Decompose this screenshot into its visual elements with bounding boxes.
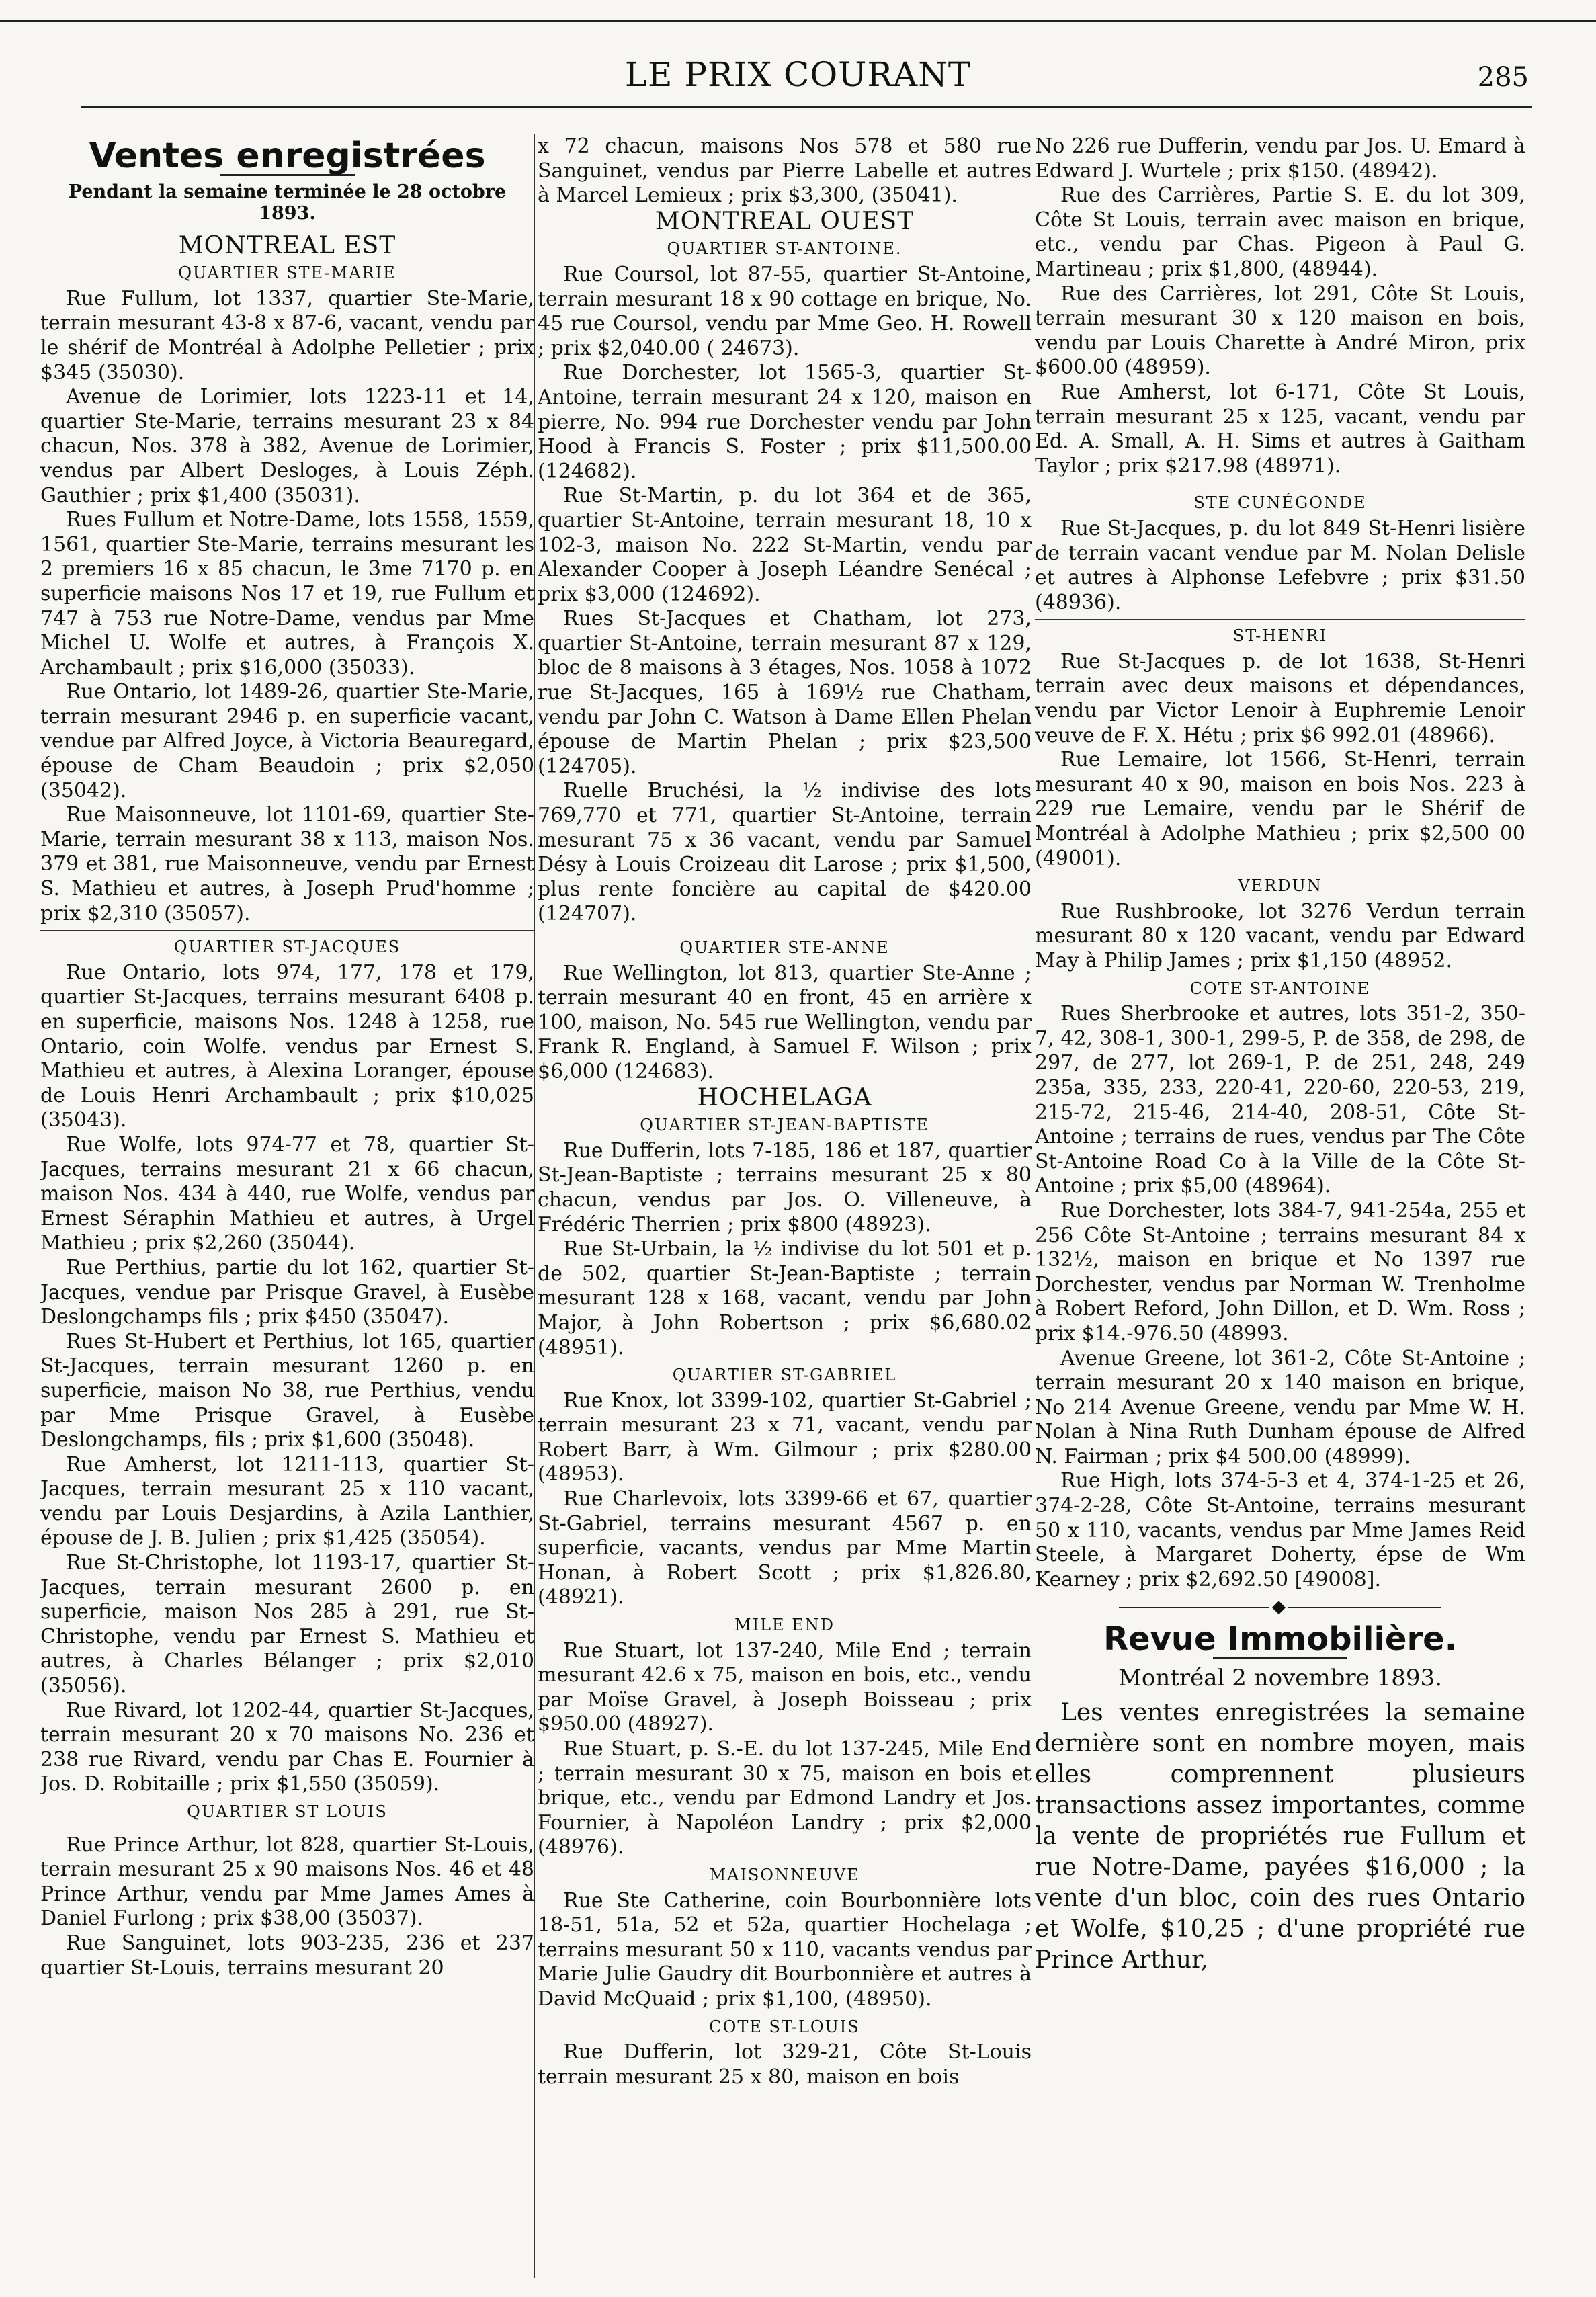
sale-entry: Rue Ste Catherine, coin Bourbonnière lots 18-51, 51a, 52 et 52a, quartier Hochelaga ; terrains mesurant 50 x 110, vacants vendus par Marie Julie Gaudry dit Bourbonnière et autres à David McQuaid ; prix $1,100, (48950). bbox=[538, 1888, 1032, 2011]
sale-entry: Rue Dorchester, lot 1565-3, quartier St-Antoine, terrain mesurant 24 x 120, maison en pierre, No. 994 rue Dorchester vendu par John Hood à Francis S. Foster ; prix $11,500.00 (124682). bbox=[538, 361, 1032, 483]
quarter-heading: ST-HENRI bbox=[1232, 626, 1328, 646]
sale-entry: Rue St-Jacques p. de lot 1638, St-Henri terrain avec deux maisons et dépendances, vendu par Victor Lenoir à Euphremie Lenoir veuve de F. X. Hétu ; prix $6 992.01 (48966). bbox=[1035, 649, 1525, 747]
column-3 bbox=[1035, 134, 1525, 2278]
sale-entry: Rues St-Jacques et Chatham, lot 273, quartier St-Antoine, terrain mesurant 87 x 129, bloc de 8 maisons à 3 étages, Nos. 1058 à 1072 rue St-Jacques, 165 à 169½ rue Chatham, vendu par John C. Watson à Dame Ellen Phelan épouse de Martin Phelan ; prix $23,500 (124705). bbox=[538, 607, 1032, 778]
sale-entry: Rue Amherst, lot 6-171, Côte St Louis, terrain mesurant 25 x 125, vacant, vendu par Ed. A. Small, A. H. Sims et autres à Gaitham Taylor ; prix $217.98 (48971). bbox=[1035, 380, 1525, 478]
sale-entry: No 226 rue Dufferin, vendu par Jos. U. Emard à Edward J. Wurtele ; prix $150. (48942). bbox=[1035, 134, 1525, 183]
sale-entry: Rue Charlevoix, lots 3399-66 et 67, quartier St-Gabriel, terrains mesurant 4567 p. en superficie, vacants, vendus par Mme Martin Honan, à Robert Scott ; prix $1,826.80, (48921). bbox=[538, 1487, 1032, 1610]
sale-entry: Rue Fullum, lot 1337, quartier Ste-Marie, terrain mesurant 43-8 x 87-6, vacant, vendu par le shérif de Montréal à Adolphe Pelletier ; prix $345 (35030). bbox=[40, 286, 534, 384]
separator bbox=[1035, 619, 1525, 620]
sale-entry: Rue Dufferin, lot 329-21, Côte St-Louis terrain mesurant 25 x 80, maison en bois bbox=[538, 2040, 1032, 2089]
sale-entry: Avenue de Lorimier, lots 1223-11 et 14, quartier Ste-Marie, terrains mesurant 23 x 84 chacun, Nos. 378 à 382, Avenue de Lorimier, vendus par Albert Desloges, à Louis Zéph. Gauthier ; prix $1,400 (35031). bbox=[40, 385, 534, 507]
separator bbox=[40, 930, 534, 931]
sale-entry: Rue Maisonneuve, lot 1101-69, quartier Ste-Marie, terrain mesurant 38 x 113, maison Nos. 379 et 381, rue Maisonneuve, vendu par Ernest S. Mathieu et autres, à Joseph Prud'homme ; prix $2,310 (35057). bbox=[40, 803, 534, 925]
quarter-heading: QUARTIER ST LOUIS bbox=[187, 1802, 388, 1821]
quarter-heading: QUARTIER ST-ANTOINE. bbox=[667, 239, 902, 259]
quarter-heading: COTE ST-LOUIS bbox=[709, 2017, 860, 2036]
quarter-heading: STE CUNÉGONDE bbox=[1193, 493, 1367, 513]
sale-entry: Rue Rivard, lot 1202-44, quartier St-Jacques, terrain mesurant 20 x 70 maisons No. 236 et 238 rue Rivard, vendu par Chas E. Fournier à Jos. D. Robitaille ; prix $1,550 (35059). bbox=[40, 1698, 534, 1796]
sale-entry: Avenue Greene, lot 361-2, Côte St-Antoine ; terrain mesurant 20 x 140 maison en brique, No 214 Avenue Greene, vendu par Mme W. H. Nolan à Nina Ruth Dunham épouse de Alfred N. Fairman ; prix $4 500.00 (48999). bbox=[1035, 1346, 1525, 1468]
sale-entry: Rue Knox, lot 3399-102, quartier St-Gabriel ; terrain mesurant 23 x 71, vacant, vendu par Robert Barr, à Wm. Gilmour ; prix $280.00 (48953). bbox=[538, 1388, 1032, 1487]
quarter-heading: MAISONNEUVE bbox=[709, 1865, 860, 1884]
sale-entry: Rue Ontario, lots 974, 177, 178 et 179, quartier St-Jacques, terrains mesurant 6408 p. en superficie, maisons Nos. 1248 à 1258, rue Ontario, coin Wolfe. vendus par Ernest S. Mathieu et autres, à Alexina Loranger, épouse de Louis Henri Archambault ; prix $10,025 (35043). bbox=[40, 960, 534, 1132]
sale-entry: Rues St-Hubert et Perthius, lot 165, quartier St-Jacques, terrain mesurant 1260 p. en superficie, maison No 38, rue Perthius, vendu par Mme Prisque Gravel, à Eusèbe Deslongchamps, fils ; prix $1,600 (35048). bbox=[40, 1329, 534, 1452]
quarter-heading: VERDUN bbox=[1238, 876, 1322, 896]
district-heading: MONTREAL OUEST bbox=[655, 207, 915, 235]
revue-paragraph: Les ventes enregistrées la semaine dernière sont en nombre moyen, mais elles comprennent plusieurs transactions assez importantes, comme la vente de propriétés rue Fullum et rue Notre-Dame, payées $16,000 ; la vente d'un bloc, coin des rues Ontario et Wolfe, $10,25 ; d'une propriété rue Prince Arthur, bbox=[1035, 1698, 1525, 1974]
header-rule bbox=[81, 106, 1532, 108]
page-header bbox=[0, 0, 1596, 134]
quarter-heading: MILE END bbox=[734, 1616, 835, 1635]
quarter-heading: QUARTIER ST-GABRIEL bbox=[672, 1366, 897, 1385]
sale-entry: Rue Dorchester, lots 384-7, 941-254a, 255 et 256 Côte St-Antoine ; terrains mesurant 84 x 132½, maison en brique et No 1397 rue Dorchester, vendus par Norman W. Trenholme à Robert Reford, John Dillon, et D. Wm. Ross ; prix $14.-976.50 (48993. bbox=[1035, 1198, 1525, 1345]
sale-entry: Rue des Carrières, lot 291, Côte St Louis, terrain mesurant 30 x 120 maison en bois, vendu par Louis Charette à André Miron, prix $600.00 (48959). bbox=[1035, 282, 1525, 380]
sale-entry: Rue St-Jacques, p. du lot 849 St-Henri lisière de terrain vacant vendue par M. Nolan Delisle et autres à Alphonse Lefebvre ; prix $31.50 (48936). bbox=[1035, 516, 1525, 614]
sale-entry: Rue Amherst, lot 1211-113, quartier St-Jacques, terrain mesurant 25 x 110 vacant, vendu par Louis Desjardins, à Azila Lanthier, épouse de J. B. Julien ; prix $1,425 (35054). bbox=[40, 1452, 534, 1550]
sale-entry: Rue St-Martin, p. du lot 364 et de 365, quartier St-Antoine, terrain mesurant 18, 10 x 102-3, maison No. 222 St-Martin, vendu par Alexander Cooper à Joseph Léandre Senécal ; prix $3,000 (124692). bbox=[538, 484, 1032, 606]
sale-entry: Rue des Carrières, Partie S. E. du lot 309, Côte St Louis, terrain avec maison en brique, etc., vendu par Chas. Pigeon à Paul G. Martineau ; prix $1,800, (48944). bbox=[1035, 183, 1525, 281]
column-1 bbox=[40, 134, 534, 2278]
sale-entry: Rue Coursol, lot 87-55, quartier St-Antoine, terrain mesurant 18 x 90 cottage en brique, No. 45 rue Coursol, vendu par Mme Geo. H. Rowell ; prix $2,040.00 ( 24673). bbox=[538, 262, 1032, 360]
revue-date: Montréal 2 novembre 1893. bbox=[1118, 1665, 1442, 1692]
column-divider-1 bbox=[534, 134, 535, 2278]
sale-entry: Rue Rushbrooke, lot 3276 Verdun terrain mesurant 80 x 120 vacant, vendu par Edward May à Philip James ; prix $1,150 (48952. bbox=[1035, 899, 1525, 972]
section-title: Ventes enregistrées bbox=[89, 136, 486, 176]
sale-entry: Rue Stuart, lot 137-240, Mile End ; terrain mesurant 42.6 x 75, maison en bois, etc., vendu par Moïse Gravel, à Joseph Boisseau ; prix $950.00 (48927). bbox=[538, 1638, 1032, 1737]
quarter-heading: QUARTIER ST-JACQUES bbox=[173, 937, 401, 957]
sale-entry: Rue Lemaire, lot 1566, St-Henri, terrain mesurant 40 x 90, maison en bois Nos. 223 à 229 rue Lemaire, vendu par le Shérif de Montréal à Adolphe Mathieu ; prix $2,500 00 (49001). bbox=[1035, 748, 1525, 870]
revue-title: Revue Immobilière. bbox=[1103, 1620, 1457, 1659]
sale-entry: Rue Wolfe, lots 974-77 et 78, quartier St-Jacques, terrains mesurant 21 x 66 chacun, maison Nos. 434 à 440, rue Wolfe, vendus par Ernest Séraphin Mathieu et autres, à Urgel Mathieu ; prix $2,260 (35044). bbox=[40, 1132, 534, 1255]
page-title: LE PRIX COURANT bbox=[624, 55, 972, 94]
quarter-heading: QUARTIER STE-MARIE bbox=[178, 263, 396, 283]
top-rule bbox=[0, 20, 1596, 22]
sale-entry: Rues Fullum et Notre-Dame, lots 1558, 1559, 1561, quartier Ste-Marie, terrains mesurant les 2 premiers 16 x 85 chacun, le 3me 7170 p. en superficie maisons Nos 17 et 19, rue Fullum et 747 à 753 rue Notre-Dame, vendus par Mme Michel U. Wolfe et autres, à François X. Archambault ; prix $16,000 (35033). bbox=[40, 508, 534, 679]
quarter-heading: COTE ST-ANTOINE bbox=[1189, 978, 1371, 998]
sale-entry: Rue Perthius, partie du lot 162, quartier St-Jacques, vendue par Prisque Gravel, à Eusèbe Deslongchamps fils ; prix $450 (35047). bbox=[40, 1255, 534, 1329]
quarter-heading: QUARTIER ST-JEAN-BAPTISTE bbox=[640, 1116, 929, 1135]
sale-entry: Rue Dufferin, lots 7-185, 186 et 187, quartier St-Jean-Baptiste ; terrains mesurant 25 x 80 chacun, vendus par Jos. O. Villeneuve, à Frédéric Therrien ; prix $800 (48923). bbox=[538, 1138, 1032, 1237]
sale-entry: Rue St-Christophe, lot 1193-17, quartier St-Jacques, terrain mesurant 2600 p. en superficie, maison Nos 285 à 291, rue St-Christophe, vendu par Ernest S. Mathieu et autres, à Charles Bélanger ; prix $2,010 (35056). bbox=[40, 1551, 534, 1698]
sale-entry: Rues Sherbrooke et autres, lots 351-2, 350-7, 42, 308-1, 300-1, 299-5, P. de 358, de 298, de 297, de 277, lot 269-1, P. de 251, 248, 249 235a, 335, 233, 220-41, 220-60, 220-53, 219, 215-72, 215-46, 214-40, 208-51, Côte St-Antoine ; terrains de rues, vendus par The Côte St-Antoine Road Co à la Ville de la Côte St-Antoine ; prix $5,00 (48964). bbox=[1035, 1002, 1525, 1198]
sale-entry: Rue St-Urbain, la ½ indivise du lot 501 et p. de 502, quartier St-Jean-Baptiste ; terrain mesurant 128 x 168, vacant, vendu par John Major, à John Robertson ; prix $6,680.02 (48951). bbox=[538, 1237, 1032, 1360]
page-number: 285 bbox=[1477, 62, 1529, 93]
section-subtitle: Pendant la semaine terminée le 28 octobre 1893. bbox=[68, 181, 507, 224]
sale-entry: Ruelle Bruchési, la ½ indivise des lots 769,770 et 771, quartier St-Antoine, terrain mesurant 75 x 36 vacant, vendu par Samuel Désy à Louis Croizeau dit Larose ; prix $1,500, plus rente foncière au capital de $420.00 (124707). bbox=[538, 779, 1032, 926]
district-heading: MONTREAL EST bbox=[178, 231, 396, 259]
ornament-rule bbox=[1119, 1601, 1441, 1614]
column-2 bbox=[538, 134, 1032, 2278]
sale-entry: Rue Wellington, lot 813, quartier Ste-Anne ; terrain mesurant 40 en front, 45 en arrière x 100, maison, No. 545 rue Wellington, vendu par Frank R. England, à Samuel F. Wilson ; prix $6,000 (124683). bbox=[538, 961, 1032, 1083]
sale-entry: Rue High, lots 374-5-3 et 4, 374-1-25 et 26, 374-2-28, Côte St-Antoine, terrains mesurant 50 x 110, vacants, vendus par Mme James Reid Steele, à Margaret Doherty, épse de Wm Kearney ; prix $2,692.50 [49008]. bbox=[1035, 1469, 1525, 1591]
sale-entry: Rue Prince Arthur, lot 828, quartier St-Louis, terrain mesurant 25 x 90 maisons Nos. 46 et 48 Prince Arthur, vendu par Mme James Ames à Daniel Furlong ; prix $38,00 (35037). bbox=[40, 1833, 534, 1931]
district-heading: HOCHELAGA bbox=[697, 1083, 872, 1112]
sale-entry: x 72 chacun, maisons Nos 578 et 580 rue Sanguinet, vendus par Pierre Labelle et autres à Marcel Lemieux ; prix $3,300, (35041). bbox=[538, 134, 1032, 208]
sale-entry: Rue Sanguinet, lots 903-235, 236 et 237 quartier St-Louis, terrains mesurant 20 bbox=[40, 1931, 534, 1980]
quarter-heading: QUARTIER STE-ANNE bbox=[679, 938, 890, 957]
sale-entry: Rue Stuart, p. S.-E. du lot 137-245, Mile End ; terrain mesurant 30 x 75, maison en bois et brique, etc., vendu par Edmond Landry et Jos. Fournier, à Napoléon Landry ; prix $2,000 (48976). bbox=[538, 1737, 1032, 1860]
sale-entry: Rue Ontario, lot 1489-26, quartier Ste-Marie, terrain mesurant 2946 p. en superficie vacant, vendue par Alfred Joyce, à Victoria Beauregard, épouse de Cham Beaudoin ; prix $2,050 (35042). bbox=[40, 680, 534, 802]
